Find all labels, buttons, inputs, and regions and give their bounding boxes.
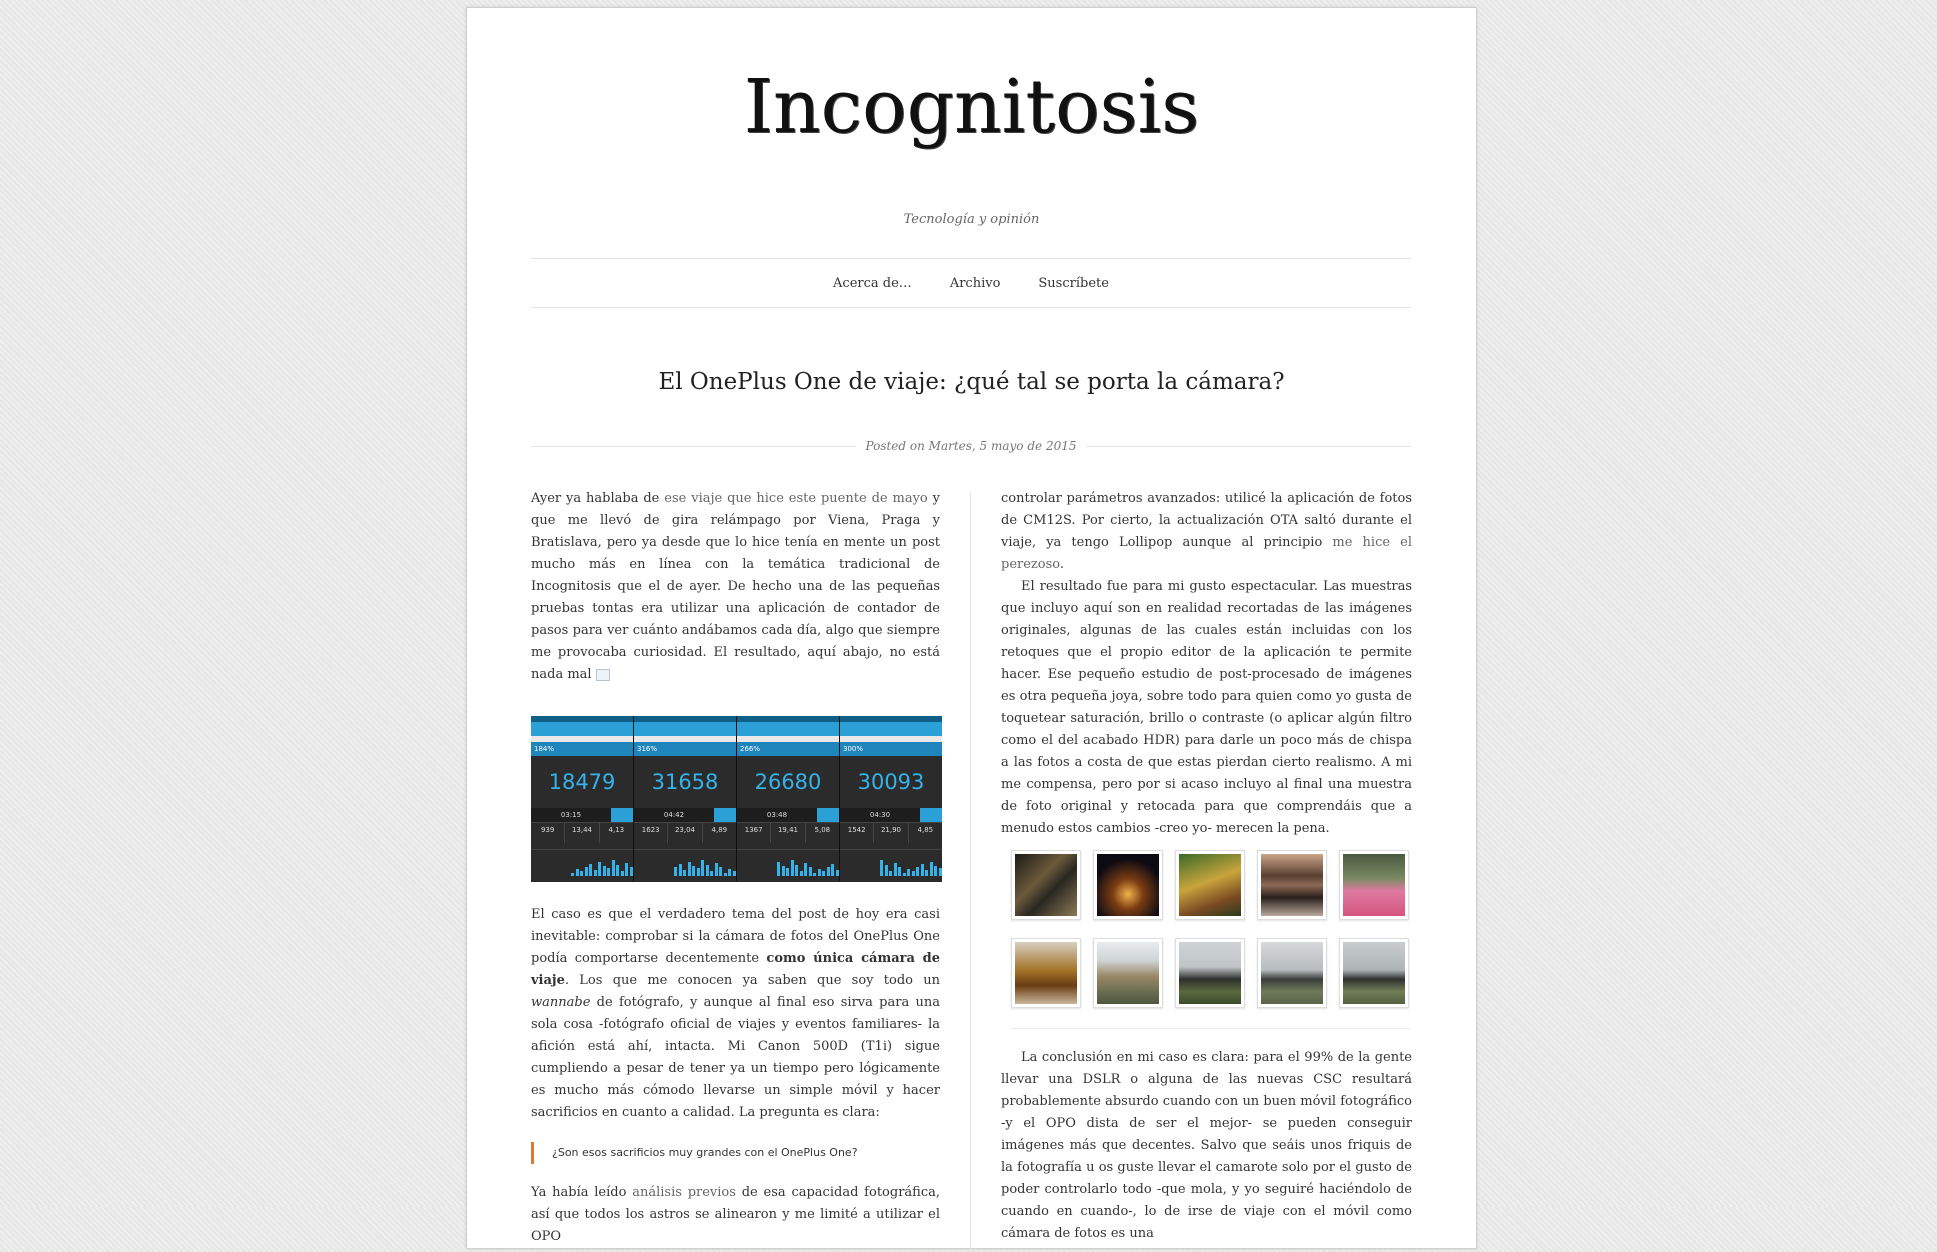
step-count: 18479 [548, 770, 616, 794]
graph-bar [786, 868, 789, 876]
text-span: de esa capacidad fotográfica, así que todos los astros se alinearon y me limité a utilizar el OPO [531, 1185, 940, 1244]
pause-button [714, 808, 736, 822]
stat-speed: 4,85 [917, 826, 934, 834]
graph-bar [630, 867, 633, 876]
nav-item-archive[interactable]: Archivo [949, 275, 1001, 291]
graph-bar [894, 863, 897, 876]
stat-kcal: 939 [531, 823, 565, 843]
post-title: El OnePlus One de viaje: ¿qué tal se porta la cámara? [658, 369, 1285, 396]
graph-bar [921, 864, 924, 876]
gallery-thumb[interactable] [1011, 850, 1081, 920]
nav-item-about[interactable]: Acerca de… [833, 275, 912, 291]
graph-bar [791, 860, 794, 876]
link-previous-analysis[interactable]: análisis previos [632, 1185, 736, 1200]
graph-bar [800, 871, 803, 876]
graph-bar [616, 865, 619, 876]
time-row [531, 808, 633, 822]
activity-graph [531, 849, 633, 882]
pedometer-screenshots[interactable] [531, 716, 942, 882]
stat-km: 23,04 [668, 823, 702, 843]
pedometer-screen [737, 716, 840, 882]
graph-bar [930, 862, 933, 876]
photo-sign [1261, 854, 1323, 916]
graph-bar [831, 864, 834, 876]
graph-bar [715, 863, 718, 876]
graph-bar [804, 863, 807, 876]
site-tagline: Tecnología y opinión [903, 212, 1040, 227]
graph-bar [621, 871, 624, 876]
graph-bar [782, 866, 785, 876]
activity-graph [737, 849, 839, 882]
photo-gallery [1011, 850, 1412, 1008]
graph-bar [795, 865, 798, 876]
app-bar [840, 722, 942, 736]
gallery-divider [1011, 1028, 1411, 1029]
graph-bar [603, 866, 606, 876]
bold-text: como única cámara de viaje [531, 951, 941, 988]
gallery-thumb[interactable] [1339, 850, 1409, 920]
graph-bar [777, 862, 780, 876]
time-row [634, 808, 736, 822]
graph-bar [836, 870, 839, 876]
stat-speed: 4,89 [711, 826, 728, 834]
duration: 03:15 [531, 808, 611, 822]
gallery-thumb[interactable] [1093, 938, 1163, 1008]
main-nav [531, 258, 1411, 308]
blockquote: ¿Son esos sacrificios muy grandes con el OnePlus One? [531, 1142, 940, 1164]
app-bar [737, 722, 839, 736]
graph-bar [679, 864, 682, 876]
photo-statue-sky [1179, 942, 1241, 1004]
photo-building [1097, 942, 1159, 1004]
duration: 04:42 [634, 808, 714, 822]
graph-bar [916, 867, 919, 876]
graph-bar [939, 868, 942, 876]
italic-text: wannabe [531, 995, 591, 1010]
stats-row [634, 822, 736, 843]
nav-item-subscribe[interactable]: Suscríbete [1038, 275, 1109, 291]
text-span: Ayer ya hablaba de [531, 491, 665, 506]
goal-percent: 300% [840, 742, 942, 756]
activity-graph [634, 849, 736, 882]
pedometer-screen [531, 716, 634, 882]
page-container [466, 7, 1477, 1249]
graph-bar [612, 860, 615, 876]
graph-bar [692, 866, 695, 876]
graph-bar [625, 863, 628, 876]
graph-bar [594, 870, 597, 876]
column-divider [970, 492, 971, 1252]
graph-bar [880, 860, 883, 876]
stats-row [840, 822, 942, 843]
app-bar [634, 722, 736, 736]
paragraph-question [531, 904, 940, 1124]
post-column-left [531, 488, 940, 1248]
gallery-thumb[interactable] [1257, 938, 1327, 1008]
graph-bar [912, 871, 915, 876]
gallery-thumb[interactable] [1093, 850, 1163, 920]
text-span: de fotógrafo, y aunque al final eso sirva para una sola cosa -fotógrafo oficial de viajes y eventos familiares- la afición está ahí, intacta. Mi Canon 500D (T1i) sigue cumpliendo a pesar de tener ya un tiempo pero lógicamente es mucho más cómodo llevarse un simple móvil y hacer sacrificios en cuanto a calidad. La pregunta es clara: [531, 995, 940, 1120]
graph-bar [710, 871, 713, 876]
goal-percent: 316% [634, 742, 736, 756]
paragraph-conclusion: La conclusión en mi caso es clara: para el 99% de la gente llevar una DSLR o alguna de las nuevas CSC resultará probablemente absurdo cuando con un buen móvil fotográfico -y el OPO dista de ser el mejor- se pueden conseguir imágenes más que decentes. Salvo que seáis unos friquis de la fotografía u os guste llevar el camarote solo por el gusto de poder controlarlo todo -que mola, y yo seguiré haciéndolo de cuando en cuando-, lo de irse de viaje con el móvil como cámara de fotos es una [1001, 1050, 1412, 1241]
paragraph-result: El resultado fue para mi gusto espectacular. Las muestras que incluyo aquí son en realidad recortadas de las imágenes originales, algunas de las cuales están incluidas con los retoques que el propio editor de la aplicación te permite hacer. Ese pequeño estudio de post-procesado de imágenes es otra pequeña joya, sobre todo para quien como yo gusta de toquetear saturación, brillo o contraste (o aplicar algún filtro como el del acabado HDR) para darle un poco más de chispa a las fotos a costa de que estas pierdan cierto realismo. A mi me compensa, pero por si acaso incluyo al final una muestra de foto original y retocada para que comprendáis que a menudo estos cambios -creo yo- merecen la pena. [1001, 579, 1412, 836]
stat-kcal: 1542 [840, 823, 874, 843]
step-count: 31658 [651, 770, 719, 794]
graph-bar [589, 864, 592, 876]
graph-bar [598, 862, 601, 876]
graph-bar [607, 868, 610, 876]
graph-bar [818, 869, 821, 876]
graph-bar [885, 865, 888, 876]
gallery-thumb[interactable] [1339, 938, 1409, 1008]
graph-bar [728, 869, 731, 876]
graph-bar [813, 873, 816, 876]
gallery-thumb[interactable] [1175, 938, 1245, 1008]
paragraph-intro [531, 488, 940, 686]
duration: 03:48 [737, 808, 817, 822]
stats-row [531, 822, 633, 843]
graph-bar [585, 867, 588, 876]
text-span: . Los que me conocen ya saben que soy todo un [564, 973, 940, 988]
photo-beer-glass [1015, 942, 1077, 1004]
link-lazy[interactable]: me hice el perezoso [1001, 535, 1412, 572]
graph-bar [580, 871, 583, 876]
graph-bar [827, 867, 830, 876]
graph-bar [688, 862, 691, 876]
graph-bar [733, 871, 736, 876]
stat-speed: 4,13 [608, 826, 625, 834]
pause-button [920, 808, 942, 822]
smiley-emoji-icon [596, 669, 610, 681]
graph-bar [903, 873, 906, 876]
gallery-thumb[interactable] [1011, 938, 1081, 1008]
graph-bar [724, 873, 727, 876]
pedometer-screen [840, 716, 942, 882]
graph-bar [674, 867, 677, 876]
post-meta: Posted on Martes, 5 mayo de 2015 [856, 436, 1087, 456]
post-column-right [1001, 488, 1412, 1245]
goal-percent: 184% [531, 742, 633, 756]
step-count: 30093 [857, 770, 925, 794]
pause-button [817, 808, 839, 822]
stat-km: 19,41 [771, 823, 805, 843]
gallery-thumb[interactable] [1257, 850, 1327, 920]
gallery-thumb[interactable] [1175, 850, 1245, 920]
paragraph-analysis [531, 1182, 940, 1248]
goal-percent: 266% [737, 742, 839, 756]
graph-bar [925, 870, 928, 876]
time-row [840, 808, 942, 822]
graph-bar [706, 865, 709, 876]
photo-cloudy-landscape [1343, 942, 1405, 1004]
graph-bar [889, 871, 892, 876]
photo-flowers [1343, 854, 1405, 916]
text-span: El caso es que el verdadero tema del post de hoy era casi inevitable: comprobar si la cámara de fotos del OnePlus One podía comportarse decentemente [531, 907, 940, 966]
activity-graph [840, 849, 942, 882]
photo-cloudy-hills [1261, 942, 1323, 1004]
stat-speed: 5,08 [814, 826, 831, 834]
step-count: 26680 [754, 770, 822, 794]
link-trip[interactable]: ese viaje que hice este puente de mayo [664, 491, 928, 506]
post-meta-bar [531, 436, 1411, 456]
graph-bar [934, 866, 937, 876]
text-span: Ya había leído [531, 1185, 633, 1200]
stat-kcal: 1623 [634, 823, 668, 843]
graph-bar [697, 868, 700, 876]
graph-bar [898, 867, 901, 876]
text-span: controlar parámetros avanzados: utilicé la aplicación de fotos de CM12S. Por cierto, la actualización OTA saltó durante el viaje, ya tengo Lollipop aunque al principio [1001, 491, 1412, 550]
photo-astronomical-clock [1015, 854, 1077, 916]
graph-bar [719, 867, 722, 876]
stat-km: 13,44 [565, 823, 599, 843]
pause-button [611, 808, 633, 822]
graph-bar [809, 867, 812, 876]
stats-row [737, 822, 839, 843]
stat-kcal: 1367 [737, 823, 771, 843]
app-bar [531, 722, 633, 736]
graph-bar [571, 873, 574, 876]
photo-night-church [1097, 854, 1159, 916]
graph-bar [822, 871, 825, 876]
pedometer-screen [634, 716, 737, 882]
photo-market-stall [1179, 854, 1241, 916]
graph-bar [576, 869, 579, 876]
site-logo[interactable]: Incognitosis [743, 64, 1200, 150]
graph-bar [701, 860, 704, 876]
text-span: . [1059, 557, 1065, 572]
text-span: y que me llevó de gira relámpago por Viena, Praga y Bratislava, pero ya desde que lo hice tenía en mente un post mucho más en línea con la temática tradicional de Incognitosis que el de ayer. De hecho una de las pequeñas pruebas tontas era utilizar una aplicación de contador de pasos para ver cuánto andábamos cada día, algo que siempre me provocaba curiosidad. El resultado, aquí abajo, no está nada mal [531, 491, 940, 682]
paragraph-cm12s [1001, 488, 1412, 576]
duration: 04:30 [840, 808, 920, 822]
stat-km: 21,90 [874, 823, 908, 843]
graph-bar [907, 869, 910, 876]
graph-bar [683, 870, 686, 876]
time-row [737, 808, 839, 822]
